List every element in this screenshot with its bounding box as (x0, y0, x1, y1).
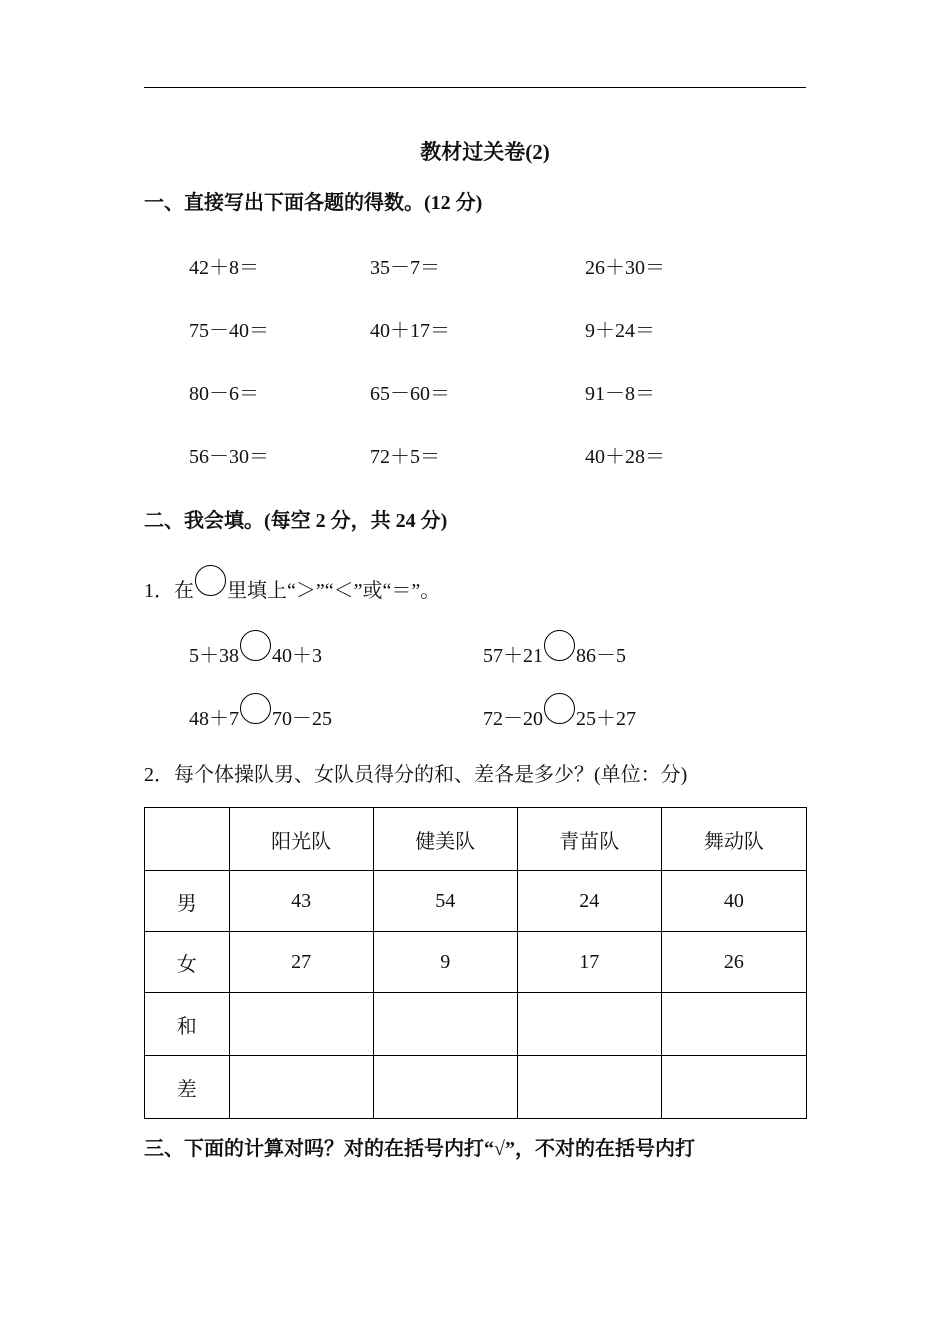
compare-right: 86－5 (576, 645, 626, 667)
calc-item: 42＋8＝ (189, 257, 259, 279)
table-header-cell (145, 808, 230, 871)
compare-right: 40＋3 (272, 645, 322, 667)
answer-circle[interactable] (195, 565, 226, 596)
page-title: 教材过关卷(2) (420, 140, 550, 164)
section2-heading: 二、我会填。(每空 2 分，共 24 分) (144, 510, 448, 532)
table-header-cell: 青苗队 (517, 808, 661, 871)
calc-item: 40＋28＝ (585, 446, 665, 468)
row-label-cell: 和 (145, 993, 230, 1056)
answer-cell[interactable] (229, 1056, 373, 1119)
table-row (145, 993, 807, 1056)
answer-circle[interactable] (544, 693, 575, 724)
table-cell: 26 (661, 932, 806, 993)
table-row (145, 871, 807, 932)
answer-cell[interactable] (517, 993, 661, 1056)
table-cell: 9 (373, 932, 517, 993)
table-cell: 54 (373, 871, 517, 932)
section1-heading: 一、直接写出下面各题的得数。(12 分) (144, 192, 483, 214)
compare-left: 5＋38 (189, 645, 239, 667)
table-cell: 27 (229, 932, 373, 993)
table-row (145, 1056, 807, 1119)
answer-circle[interactable] (240, 693, 271, 724)
table-cell: 17 (517, 932, 661, 993)
compare-right: 25＋27 (576, 708, 636, 730)
answer-cell[interactable] (229, 993, 373, 1056)
row-label-cell: 差 (145, 1056, 230, 1119)
calc-item: 9＋24＝ (585, 320, 655, 342)
table-header-cell: 阳光队 (229, 808, 373, 871)
calc-item: 65－60＝ (370, 383, 450, 405)
top-rule (144, 87, 806, 88)
table-row (145, 932, 807, 993)
compare-left: 57＋21 (483, 645, 543, 667)
calc-item: 80－6＝ (189, 383, 259, 405)
row-label-cell: 女 (145, 932, 230, 993)
table-cell: 43 (229, 871, 373, 932)
score-table (144, 807, 807, 1119)
calc-item: 91－8＝ (585, 383, 655, 405)
compare-left: 72－20 (483, 708, 543, 730)
compare-item (483, 630, 626, 668)
answer-circle[interactable] (240, 630, 271, 661)
answer-cell[interactable] (661, 993, 806, 1056)
calc-item: 75－40＝ (189, 320, 269, 342)
calc-item: 40＋17＝ (370, 320, 450, 342)
table-cell: 24 (517, 871, 661, 932)
answer-cell[interactable] (661, 1056, 806, 1119)
row-label-cell: 男 (145, 871, 230, 932)
compare-item (189, 630, 322, 668)
answer-circle[interactable] (544, 630, 575, 661)
calc-item: 72＋5＝ (370, 446, 440, 468)
q1-suffix: 里填上“＞”“＜”或“＝”。 (227, 580, 441, 602)
compare-item (483, 693, 636, 731)
answer-cell[interactable] (373, 993, 517, 1056)
table-header-cell: 健美队 (373, 808, 517, 871)
calc-item: 56－30＝ (189, 446, 269, 468)
section3-heading: 三、下面的计算对吗？对的在括号内打“√”，不对的在括号内打 (144, 1138, 695, 1160)
answer-cell[interactable] (517, 1056, 661, 1119)
answer-cell[interactable] (373, 1056, 517, 1119)
compare-right: 70－25 (272, 708, 332, 730)
table-cell: 40 (661, 871, 806, 932)
q1-number: 1． (144, 580, 174, 602)
compare-item (189, 693, 332, 731)
table-header-row (145, 808, 807, 871)
q1-prefix: 在 (174, 580, 194, 602)
table-header-cell: 舞动队 (661, 808, 806, 871)
q2-instruction: 2．每个体操队男、女队员得分的和、差各是多少？(单位：分) (144, 764, 688, 786)
calc-item: 35－7＝ (370, 257, 440, 279)
compare-left: 48＋7 (189, 708, 239, 730)
q1-instruction (144, 565, 440, 603)
calc-item: 26＋30＝ (585, 257, 665, 279)
